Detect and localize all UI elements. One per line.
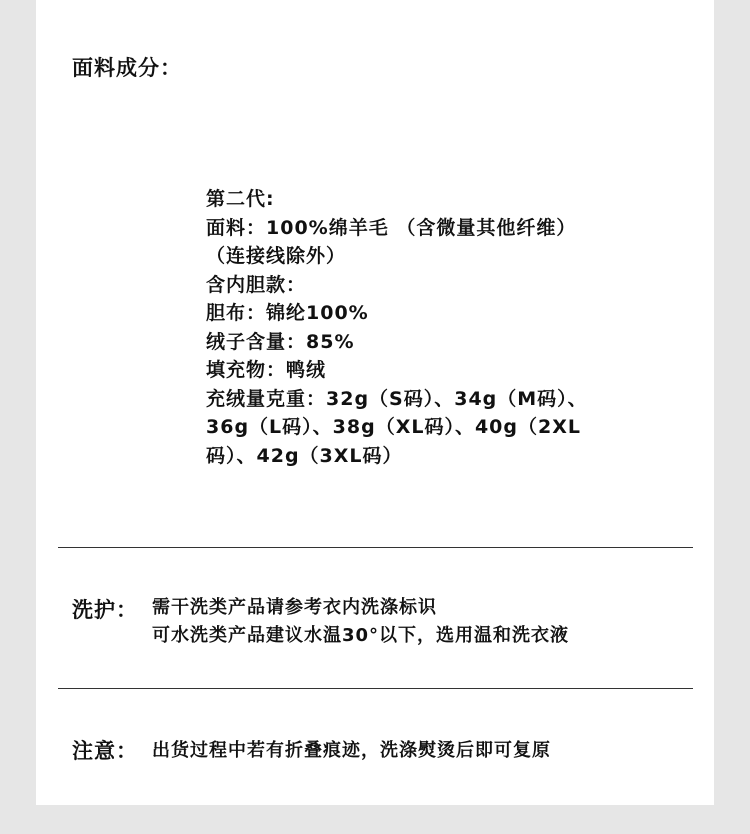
fabric-line-down-content: 绒子含量：85%: [206, 330, 355, 353]
fabric-line-exception: （连接线除外）: [206, 245, 347, 267]
fabric-line-liner-cloth: 胆布：锦纶100%: [206, 302, 369, 324]
fabric-line-fill-weight-2: 36g（L码）、38g（XL码）、40g（2XL: [206, 416, 581, 438]
note-text: 出货过程中若有折叠痕迹，洗涤熨烫后即可复原: [152, 740, 551, 761]
note-title: 注意：: [72, 739, 138, 763]
fabric-composition-title: 面料成分：: [72, 56, 182, 80]
fabric-line-fill-weight-3: 码）、42g（3XL码）: [206, 444, 403, 467]
care-line-dry-clean: 需干洗类产品请参考衣内洗涤标识: [152, 597, 437, 618]
fabric-line-generation: 第二代:: [206, 188, 275, 210]
care-line-wash: 可水洗类产品建议水温30°以下，选用温和洗衣液: [152, 625, 570, 646]
fabric-line-liner: 含内胆款：: [206, 273, 307, 296]
fabric-line-material: 面料：100%绵羊毛 （含微量其他纤维）: [206, 216, 577, 239]
product-info-card: [36, 0, 714, 805]
fabric-line-fill-weight-1: 充绒量克重：32g（S码）、34g（M码）、: [206, 387, 588, 410]
fabric-line-filling: 填充物：鸭绒: [206, 359, 327, 381]
care-title: 洗护：: [72, 598, 138, 622]
section-divider: [58, 688, 693, 689]
fabric-details: [206, 185, 676, 470]
section-divider: [58, 547, 693, 548]
care-instructions: [152, 594, 569, 650]
